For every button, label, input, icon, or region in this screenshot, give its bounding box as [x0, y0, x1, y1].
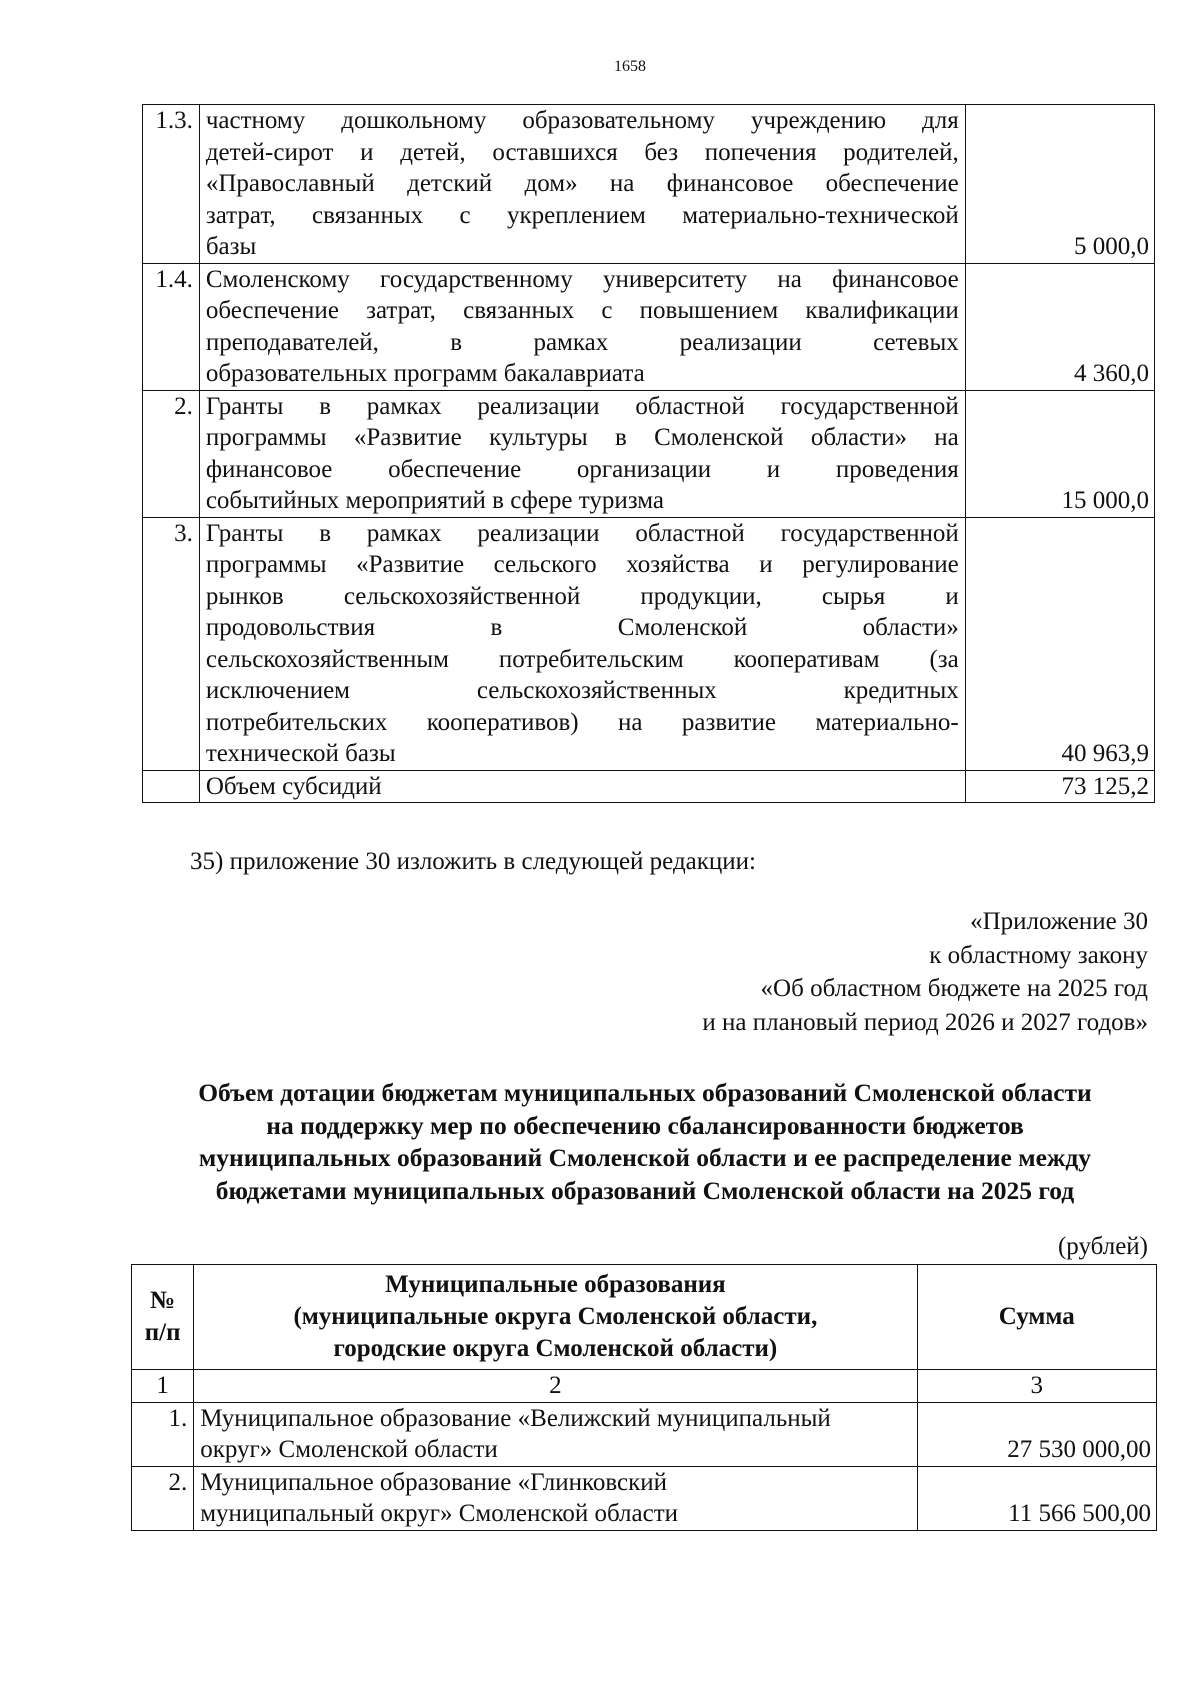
header-name-line: Муниципальные образования	[385, 1271, 726, 1298]
text-line: преподавателей, в рамках реализации сетевых	[205, 328, 959, 356]
text-line: исключением сельскохозяйственных кредитных	[205, 677, 959, 704]
row-number: 2.	[132, 1466, 194, 1530]
text-line: финансовое обеспечение организации и проведения	[205, 455, 959, 483]
appendix-header	[702, 905, 1148, 1039]
appendix-line: и на плановый период 2026 и 2027 годов»	[702, 1008, 1148, 1036]
unit-label: (рублей)	[1057, 1233, 1148, 1260]
document-title	[120, 1077, 1170, 1207]
total-amount: 73 125,2	[965, 770, 1154, 803]
appendix-line: к областному закону	[929, 941, 1148, 969]
row-amount: 15 000,0	[965, 390, 1154, 517]
column-number: 2	[194, 1370, 917, 1403]
text-line: программы «Развитие сельского хозяйства и регулирование	[205, 551, 959, 578]
subsidies-table	[142, 104, 1155, 803]
total-label: Объем субсидий	[199, 770, 965, 803]
text-line: затрат, связанных с укреплением материально-технической	[205, 201, 959, 229]
text-line: частному дошкольному образовательному учреждению для	[205, 107, 959, 134]
title-line: на поддержку мер по обеспечению сбалансированности бюджетов	[266, 1110, 1024, 1140]
row-amount: 4 360,0	[965, 263, 1154, 390]
row-amount: 27 530 000,00	[917, 1402, 1156, 1466]
row-number: 1.4.	[143, 263, 200, 390]
text-line: программы «Развитие культуры в Смоленской области» на	[205, 424, 959, 451]
header-name-line: (муниципальные округа Смоленской области,	[293, 1303, 818, 1330]
column-number: 3	[917, 1370, 1156, 1403]
table-row	[143, 263, 1155, 390]
header-name	[194, 1265, 917, 1370]
row-amount: 11 566 500,00	[917, 1466, 1156, 1530]
title-line: бюджетами муниципальных образований Смоленской области на 2025 год	[215, 1175, 1075, 1205]
text-line: обеспечение затрат, связанных с повышением квалификации	[205, 297, 959, 324]
appendix-line: «Приложение 30	[970, 908, 1148, 935]
appendix-line: «Об областном бюджете на 2025 год	[760, 975, 1148, 1002]
title-line: Объем дотации бюджетам муниципальных образований Смоленской области	[198, 1078, 1092, 1107]
text-line: округ» Смоленской области	[200, 1436, 498, 1463]
table-header-row	[132, 1265, 1157, 1370]
page-number: 1658	[614, 58, 646, 75]
row-description	[199, 105, 965, 264]
row-municipality	[194, 1402, 917, 1466]
text-line: продовольствия в Смоленской области»	[205, 614, 959, 641]
row-description	[199, 517, 965, 770]
text-line: сельскохозяйственным потребительским кооперативам (за	[205, 645, 959, 673]
text-line: «Православный детский дом» на финансовое обеспечение	[205, 170, 959, 197]
text-line: базы	[205, 233, 257, 260]
row-number: 1.	[132, 1402, 194, 1466]
row-description	[199, 390, 965, 517]
amendment-text: 35) приложение 30 изложить в следующей редакции:	[190, 848, 756, 875]
total-row-number	[143, 770, 200, 803]
grants-table	[131, 1264, 1157, 1531]
header-name-line: городские округа Смоленской области)	[333, 1335, 778, 1362]
text-line: муниципальный округ» Смоленской области	[200, 1500, 679, 1527]
table-row	[143, 390, 1155, 517]
header-num-line: п/п	[144, 1319, 181, 1346]
text-line: Муниципальное образование «Глинковский	[200, 1468, 667, 1496]
text-line: образовательных программ бакалавриата	[205, 360, 645, 387]
text-line: Муниципальное образование «Велижский муниципальный	[200, 1404, 831, 1432]
text-line: потребительских кооперативов) на развитие материально-	[205, 708, 959, 736]
row-amount: 40 963,9	[965, 517, 1154, 770]
row-number: 3.	[143, 517, 200, 770]
header-num-line: №	[150, 1287, 176, 1314]
table-row	[132, 1466, 1157, 1530]
row-description	[199, 263, 965, 390]
total-row	[143, 770, 1155, 803]
text-line: Гранты в рамках реализации областной государственной	[205, 392, 959, 420]
header-sum: Сумма	[917, 1265, 1156, 1370]
text-line: событийных мероприятий в сфере туризма	[205, 487, 664, 514]
table-row	[143, 517, 1155, 770]
text-line: рынков сельскохозяйственной продукции, сырья и	[205, 582, 959, 610]
text-line: Смоленскому государственному университету на финансовое	[205, 265, 959, 293]
text-line: детей-сирот и детей, оставшихся без попечения родителей,	[205, 138, 959, 166]
title-line: муниципальных образований Смоленской области и ее распределение между	[198, 1143, 1092, 1172]
text-line: технической базы	[205, 740, 396, 767]
row-number: 1.3.	[143, 105, 200, 264]
column-number-row	[132, 1370, 1157, 1403]
header-num	[132, 1265, 194, 1370]
row-municipality	[194, 1466, 917, 1530]
row-amount: 5 000,0	[965, 105, 1154, 264]
column-number: 1	[132, 1370, 194, 1403]
text-line: Гранты в рамках реализации областной государственной	[205, 519, 959, 547]
row-number: 2.	[143, 390, 200, 517]
table-row	[143, 105, 1155, 264]
table-row	[132, 1402, 1157, 1466]
